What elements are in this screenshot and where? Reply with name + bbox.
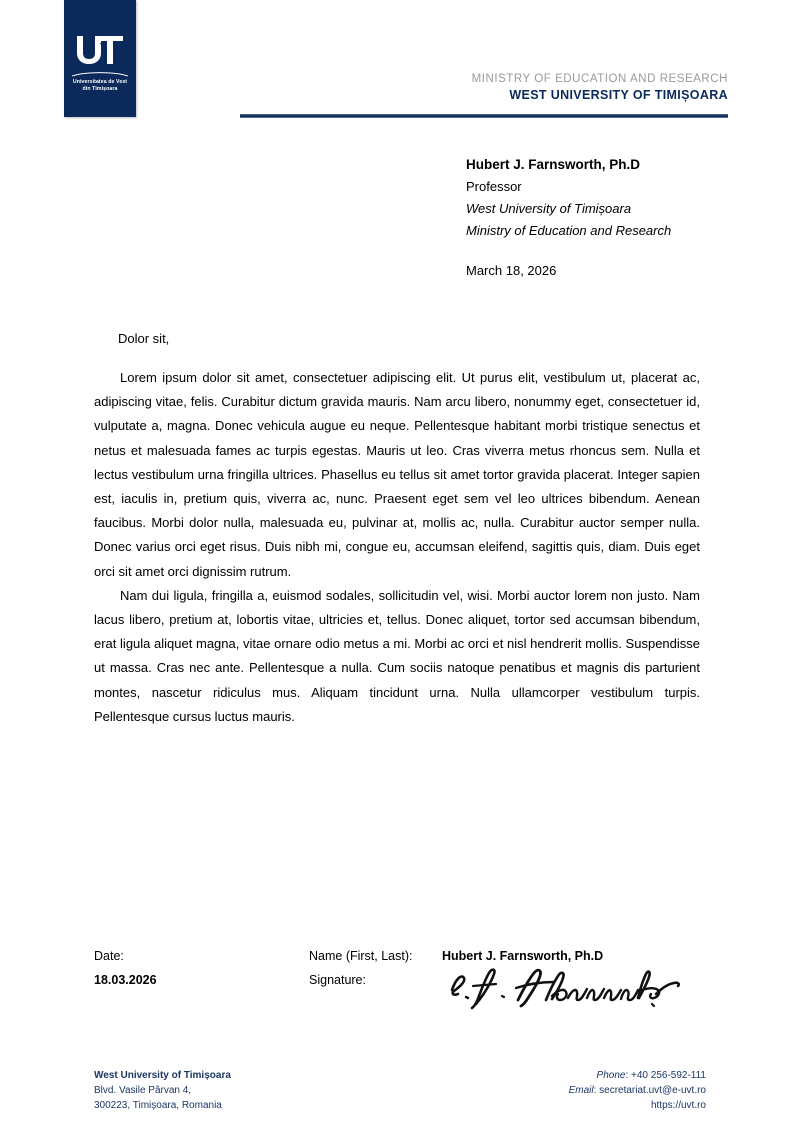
footer-org: West University of Timișoara xyxy=(94,1070,231,1081)
date-column xyxy=(94,944,294,992)
footer-website: https://uvt.ro xyxy=(650,1100,706,1111)
logo-caption-line2: din Timișoara xyxy=(82,86,118,92)
letter-date: March 18, 2026 xyxy=(466,263,557,278)
sender-organization: West University of Timișoara xyxy=(466,201,632,216)
body-paragraph-1: Lorem ipsum dolor sit amet, consectetuer adipiscing elit. Ut purus elit, vestibulum ut, placerat ac, adipiscing vitae, felis. Curabitur dictum gravida mauris. Nam arcu libero, nonummy eget, consectetuer id, vulputate a, magna. Donec vehicula augue eu neque. Pellentesque habitant morbi tristique senectus et netus et malesuada fames ac turpis egestas. Mauris ut leo. Cras viverra metus rhoncus sem. Nulla et lectus vestibulum urna fringilla ultrices. Phasellus eu tellus sit amet tortor gravida placerat. Integer sapien est, iaculis in, pretium quis, viverra ac, nunc. Praesent eget sem vel leo ultrices bibendum. Aenean faucibus. Morbi dolor nulla, malesuada eu, pulvinar at, mollis ac, nulla. Curabitur auctor semper nulla. Donec varius orci eget risus. Duis nibh mi, congue eu, accumsan eleifend, sagittis quis, diam. Duis eget orci sit amet orci dignissim rutrum. xyxy=(94,370,700,579)
university-logo xyxy=(64,0,136,117)
sender-ministry: Ministry of Education and Research xyxy=(466,223,672,238)
salutation: Dolor sit, xyxy=(118,331,170,346)
sender-name: Hubert J. Farnsworth, Ph.D xyxy=(466,157,641,172)
handwritten-signature xyxy=(446,964,686,1012)
sender-block xyxy=(466,154,766,242)
university-name: WEST UNIVERSITY OF TIMIȘOARA xyxy=(509,88,728,102)
uvt-monogram-icon xyxy=(64,33,136,67)
sender-role: Professor xyxy=(466,179,522,194)
footer-address-line2: 300223, Timișoara, Romania xyxy=(94,1100,222,1111)
letterhead-text xyxy=(472,72,728,104)
footer-email-label: Email xyxy=(568,1085,594,1096)
logo-caption xyxy=(64,79,136,93)
footer-phone xyxy=(569,1068,706,1083)
footer-address xyxy=(94,1068,231,1113)
footer-address-line1: Blvd. Vasile Pârvan 4, xyxy=(94,1085,192,1096)
letter-body xyxy=(94,366,700,729)
footer-phone-value: : +40 256-592-111 xyxy=(625,1070,706,1081)
name-value: Hubert J. Farnsworth, Ph.D xyxy=(442,949,604,963)
page-footer xyxy=(94,1068,706,1116)
footer-email xyxy=(569,1083,706,1098)
footer-phone-label: Phone xyxy=(596,1070,626,1081)
ministry-name: MINISTRY OF EDUCATION AND RESEARCH xyxy=(471,73,728,85)
date-value: 18.03.2026 xyxy=(94,973,157,987)
signature-label: Signature: xyxy=(309,973,366,987)
date-label: Date: xyxy=(94,949,124,963)
logo-swoosh-icon xyxy=(72,71,128,78)
logo-caption-line1: Universitatea de Vest xyxy=(72,79,128,85)
name-label: Name (First, Last): xyxy=(309,949,413,963)
body-paragraph-2: Nam dui ligula, fringilla a, euismod sodales, sollicitudin vel, wisi. Morbi auctor lorem non justo. Nam lacus libero, pretium at, lobortis vitae, ultricies et, tellus. Donec aliquet, tortor sed accumsan bibendum, erat ligula aliquet magna, vitae ornare odio metus a mi. Morbi ac orci et nisl hendrerit mollis. Suspendisse ut massa. Cras nec ante. Pellentesque a nulla. Cum sociis natoque penatibus et magnis dis parturient montes, nascetur ridiculus mus. Aliquam tincidunt urna. Nulla ullamcorper vestibulum turpis. Pellentesque cursus luctus mauris. xyxy=(94,587,700,724)
footer-email-value: : secretariat.uvt@e-uvt.ro xyxy=(593,1085,706,1096)
signature-area xyxy=(94,944,704,1014)
footer-contact xyxy=(569,1068,706,1113)
header-divider xyxy=(240,114,728,118)
